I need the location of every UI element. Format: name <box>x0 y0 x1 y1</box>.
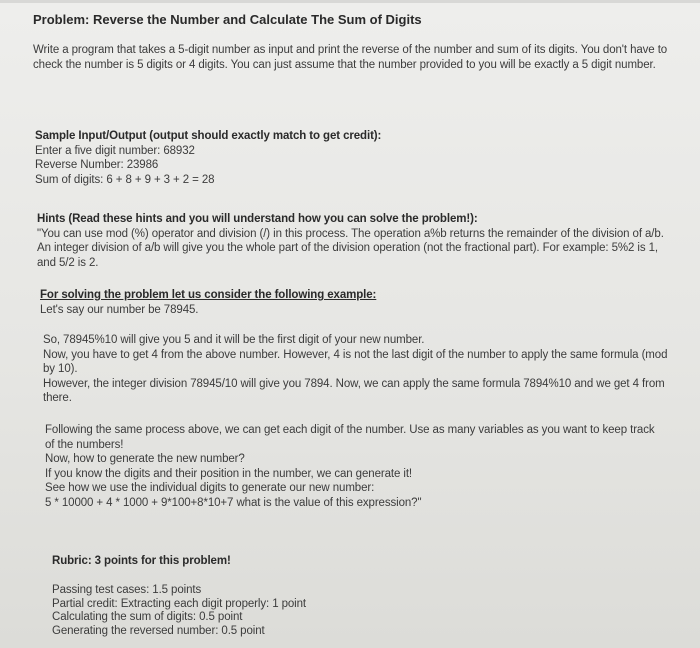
example-section <box>40 288 670 317</box>
intro-paragraph <box>33 43 673 72</box>
example-line: Let's say our number be 78945. <box>40 303 199 316</box>
rubric-item: Generating the reversed number: 0.5 point <box>52 624 265 637</box>
generation-line: See how we use the individual digits to generate our new number: <box>45 482 375 494</box>
rubric-heading-block <box>52 554 652 569</box>
sample-line: Reverse Number: 23986 <box>35 159 159 171</box>
generation-line: 5 * 10000 + 4 * 1000 + 9*100+8*10+7 what is the value of this expression?" <box>45 496 422 509</box>
sample-io-section <box>35 129 675 187</box>
sample-line: Enter a five digit number: 68932 <box>35 144 195 157</box>
generation-line: Following the same process above, we can get each digit of the number. Use as many variables as you want to keep track of the numbers! <box>45 424 655 451</box>
explanation-paragraph <box>43 333 668 406</box>
explanation-line: However, the integer division 78945/10 will give you 7894. Now, we can apply the same formula 7894%10 and we get 4 from there. <box>43 377 665 404</box>
example-heading: For solving the problem let us consider the following example: <box>40 289 377 301</box>
sample-line: Sum of digits: 6 + 8 + 9 + 3 + 2 = 28 <box>35 173 215 186</box>
generation-line: Now, how to generate the new number? <box>45 453 245 465</box>
hints-text: "You can use mod (%) operator and division (/) in this process. The operation a%b returns the remainder of the division of a/b. An integer division of a/b will give you the whole part of the division operation (not the fractional part). For example: 5%2 is 1, and 5/2 is 2. <box>37 227 664 269</box>
explanation-line: So, 78945%10 will give you 5 and it will be the first digit of your new number. <box>43 334 425 346</box>
hints-heading: Hints (Read these hints and you will understand how you can solve the problem!): <box>37 213 478 225</box>
rubric-section <box>52 584 652 638</box>
rubric-heading: Rubric: 3 points for this problem! <box>52 555 231 567</box>
intro-text: Write a program that takes a 5-digit number as input and print the reverse of the number and sum of its digits. You don't have to check the number is 5 digits or 4 digits. You can just assume that the number provided to you will be exactly a 5 digit number. <box>33 44 668 71</box>
sample-heading: Sample Input/Output (output should exactly match to get credit): <box>35 130 382 142</box>
generation-paragraph <box>45 423 667 510</box>
top-divider <box>0 0 700 3</box>
rubric-item: Calculating the sum of digits: 0.5 point <box>52 611 243 623</box>
rubric-item: Passing test cases: 1.5 points <box>52 584 202 596</box>
generation-line: If you know the digits and their position in the number, we can generate it! <box>45 467 413 480</box>
hints-section <box>37 212 672 270</box>
rubric-item: Partial credit: Extracting each digit properly: 1 point <box>52 597 307 610</box>
page-title: Problem: Reverse the Number and Calculate The Sum of Digits <box>33 12 422 27</box>
explanation-line: Now, you have to get 4 from the above number. However, 4 is not the last digit of the number to apply the same formula (mod by 10). <box>43 348 668 375</box>
